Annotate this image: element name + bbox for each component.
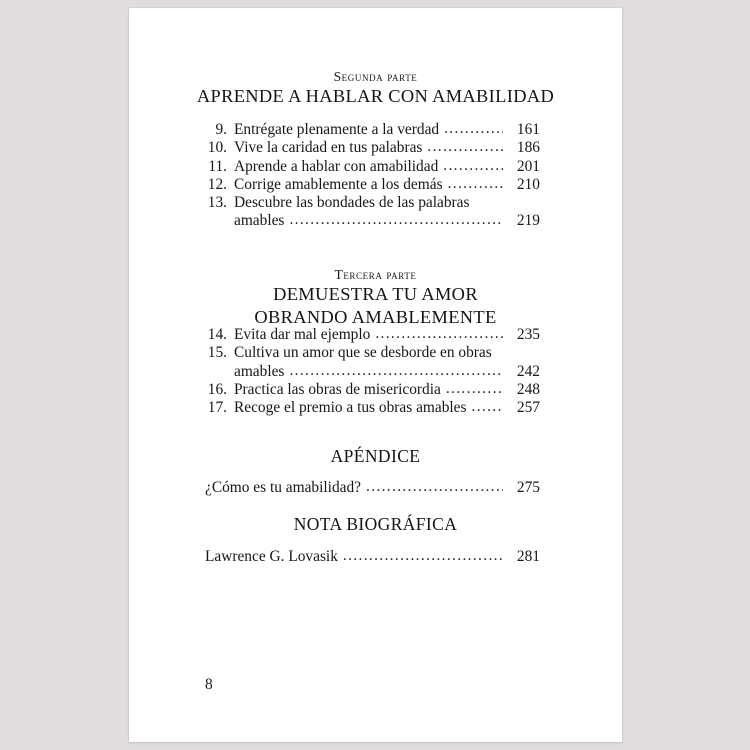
part-kicker-tercera: Tercera parte — [334, 267, 417, 282]
toc-item-page: 257 — [516, 399, 540, 417]
part-heading-segunda — [129, 68, 622, 108]
toc-item-label-continued: amables — [234, 362, 285, 380]
dot-leader — [366, 478, 503, 496]
toc-row[interactable] — [129, 548, 622, 566]
toc-item-number: 11. — [208, 157, 227, 175]
dot-leader — [472, 398, 504, 416]
toc-item-page: 210 — [516, 175, 540, 193]
toc-row[interactable] — [129, 399, 622, 417]
toc-item-number: 13. — [207, 194, 227, 212]
toc-list-apendice — [129, 479, 622, 497]
toc-item-body — [227, 326, 506, 344]
toc-row[interactable] — [129, 381, 622, 399]
toc-row[interactable] — [129, 194, 622, 212]
toc-item-page: 201 — [516, 157, 540, 175]
toc-list-nota-biografica — [129, 548, 622, 566]
toc-item-body — [227, 381, 506, 399]
toc-item-body — [227, 158, 506, 176]
toc-item-page: 235 — [516, 326, 540, 343]
toc-row-continuation[interactable] — [129, 212, 622, 230]
toc-item-page: 242 — [516, 362, 540, 380]
toc-row[interactable] — [129, 176, 622, 194]
toc-item-page: 248 — [516, 380, 540, 398]
toc-item-label: Vive la caridad en tus palabras — [234, 139, 423, 157]
part-title-tercera-line1: DEMUESTRA TU AMOR — [273, 284, 478, 304]
dot-leader — [448, 175, 503, 193]
toc-item-page: 219 — [516, 212, 540, 230]
toc-row[interactable] — [129, 344, 622, 362]
toc-item-body — [129, 548, 506, 566]
toc-item-body — [227, 399, 506, 417]
toc-row-continuation[interactable] — [129, 363, 622, 381]
section-heading-nota-biografica: NOTA BIOGRÁFICA — [293, 514, 458, 534]
part-title-segunda: APRENDE A HABLAR CON AMABILIDAD — [196, 86, 555, 106]
toc-item-label: Descubre las bondades de las palabras — [234, 194, 470, 212]
toc-row[interactable] — [129, 121, 622, 139]
toc-item-number: 16. — [207, 380, 227, 398]
toc-item-label-continued: amables — [234, 212, 285, 230]
dot-leader — [343, 547, 503, 565]
dot-leader — [444, 120, 503, 138]
dot-leader — [427, 138, 503, 156]
toc-item-body — [227, 139, 506, 157]
toc-item-label: Practica las obras de misericordia — [234, 380, 441, 398]
toc-item-body — [129, 479, 506, 497]
part-kicker-segunda: Segunda parte — [333, 69, 418, 84]
dot-leader — [375, 325, 503, 343]
toc-item-number: 15. — [207, 344, 227, 362]
toc-item-number: 14. — [207, 326, 227, 343]
toc-item-label: Entrégate plenamente a la verdad — [234, 121, 440, 138]
toc-item-label: ¿Cómo es tu amabilidad? — [205, 479, 362, 496]
page-folio-number: 8 — [205, 676, 213, 693]
toc-item-number: 17. — [207, 399, 227, 417]
toc-row[interactable] — [129, 479, 622, 497]
part-title-tercera-line2: OBRANDO AMABLEMENTE — [254, 306, 497, 327]
toc-item-body — [227, 363, 506, 381]
toc-item-page: 281 — [516, 548, 540, 565]
toc-item-label: Evita dar mal ejemplo — [234, 326, 371, 343]
toc-item-label: Lawrence G. Lovasik — [205, 548, 338, 565]
toc-item-body — [227, 212, 506, 230]
toc-item-number: 12. — [207, 175, 227, 193]
dot-leader — [289, 362, 503, 380]
part-heading-tercera — [129, 266, 622, 328]
page-content — [129, 8, 622, 742]
toc-list-segunda — [129, 121, 622, 231]
toc-row[interactable] — [129, 326, 622, 344]
toc-item-body — [227, 121, 506, 139]
toc-item-number: 9. — [215, 121, 227, 138]
toc-row[interactable] — [129, 139, 622, 157]
dot-leader — [446, 380, 503, 398]
toc-item-page: 161 — [516, 121, 540, 138]
toc-item-label: Cultiva un amor que se desborde en obras — [234, 344, 492, 362]
dot-leader — [443, 157, 503, 175]
section-heading-apendice: APÉNDICE — [330, 446, 421, 466]
toc-item-body — [227, 344, 506, 362]
toc-item-label: Recoge el premio a tus obras amables — [234, 399, 467, 417]
toc-item-label: Corrige amablemente a los demás — [234, 175, 443, 193]
toc-item-label: Aprende a hablar con amabilidad — [234, 157, 439, 175]
toc-row[interactable] — [129, 158, 622, 176]
dot-leader — [289, 211, 503, 229]
toc-list-tercera — [129, 326, 622, 417]
toc-item-body — [227, 176, 506, 194]
toc-item-number: 10. — [207, 139, 227, 157]
toc-item-page: 186 — [516, 139, 540, 157]
toc-item-page: 275 — [516, 479, 540, 496]
toc-item-body — [227, 194, 506, 212]
book-page-sheet — [129, 8, 622, 742]
